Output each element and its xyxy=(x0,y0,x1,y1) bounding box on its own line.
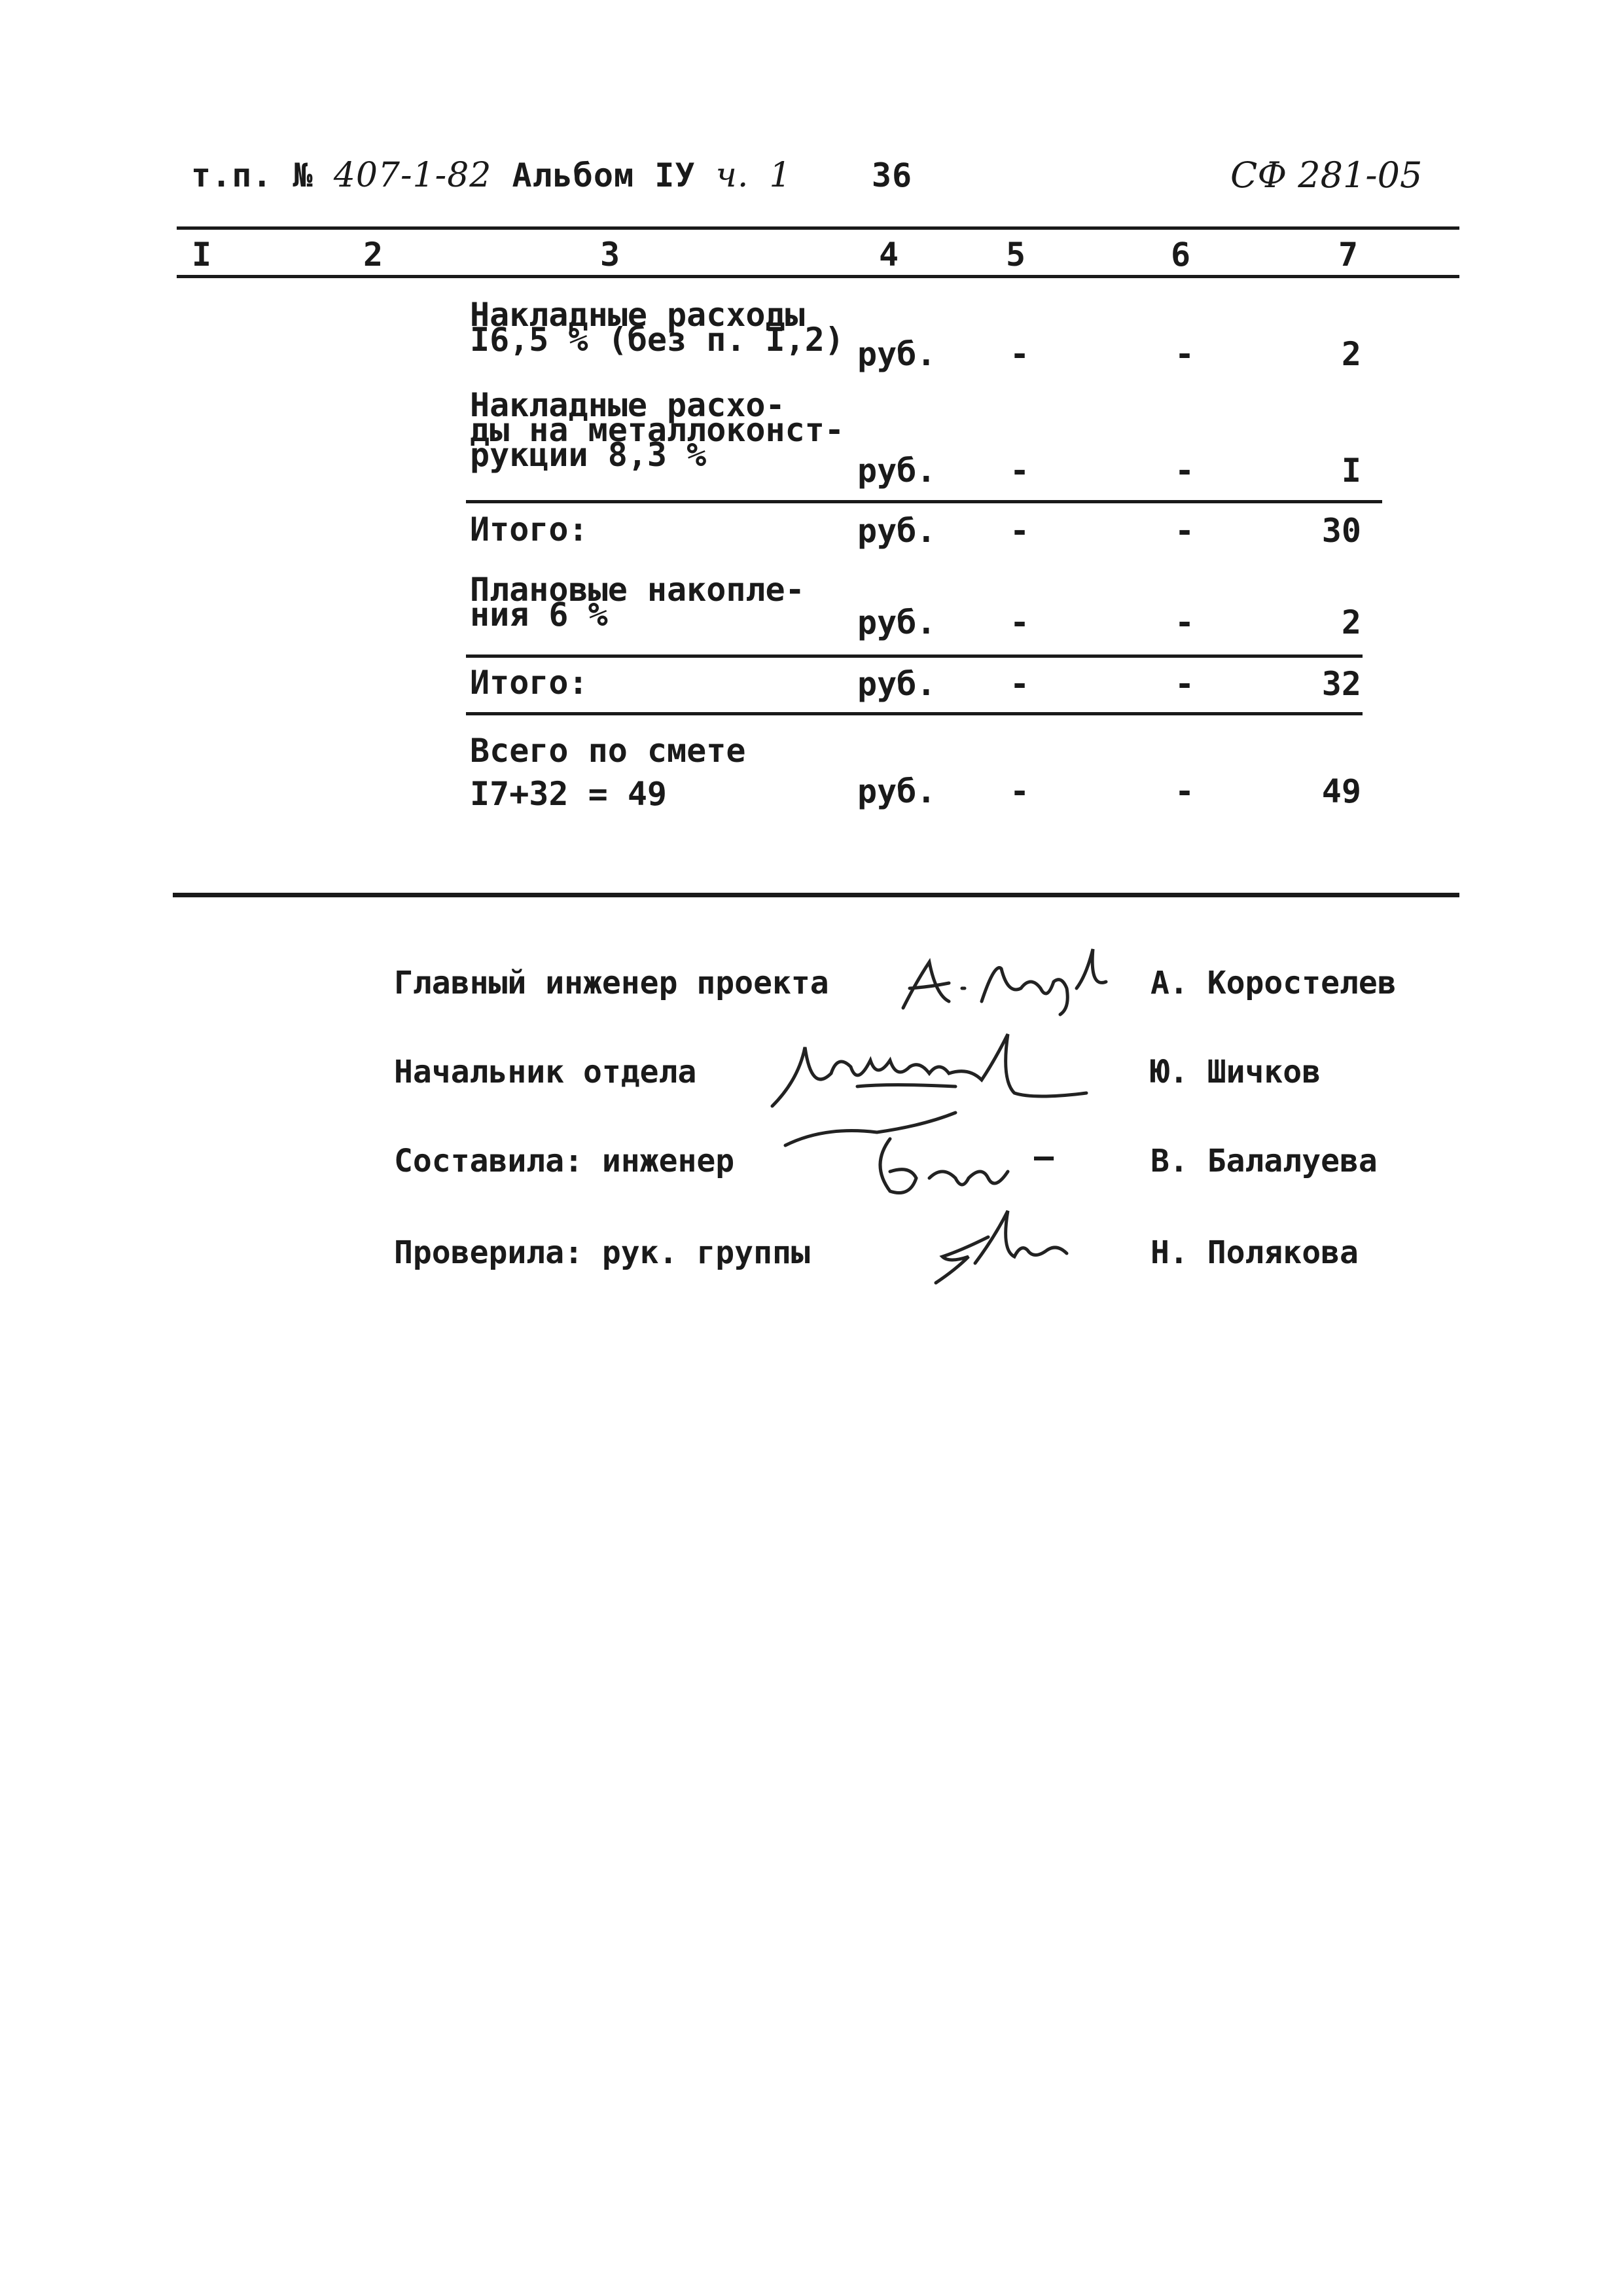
table-row-description: Итого: xyxy=(470,664,588,702)
table-row-unit: руб. xyxy=(857,665,936,703)
part-prefix: ч. xyxy=(715,156,749,195)
album-label: Альбом IУ xyxy=(512,156,696,194)
tp-prefix: т.п. № xyxy=(191,156,313,194)
table-row-col6: - xyxy=(1174,335,1195,373)
table-row-col7: 32 xyxy=(1321,665,1361,703)
table-row-description: Итого: xyxy=(470,511,588,548)
part-number: 1 xyxy=(769,156,792,195)
column-number-7: 7 xyxy=(1338,236,1359,274)
table-row-col7: 2 xyxy=(1341,603,1361,641)
tp-number: 407-1-82 xyxy=(333,156,492,195)
table-row-unit: руб. xyxy=(857,452,936,490)
table-row-unit: руб. xyxy=(857,512,936,550)
table-row-unit: руб. xyxy=(857,335,936,373)
table-row-description: Накладные расхо- ды на металлоконст- рукции 8,3 % xyxy=(470,386,844,474)
table-row-unit: руб. xyxy=(857,603,936,641)
table-row-col6: - xyxy=(1174,772,1195,810)
table-row-col5: - xyxy=(1009,512,1030,550)
handwritten-signature-chief-engineer xyxy=(890,936,1165,1021)
column-number-6: 6 xyxy=(1170,236,1191,274)
table-row-col5: - xyxy=(1009,452,1030,490)
signature-name: Ю. Шичков xyxy=(1150,1054,1321,1090)
subtotal-rule xyxy=(466,500,1382,503)
signature-role: Главный инженер проекта xyxy=(394,965,829,1001)
column-number-3: 3 xyxy=(599,236,620,274)
table-row-col5: - xyxy=(1009,335,1030,373)
table-row-description: Накладные расходы I6,5 % (без п. I,2) xyxy=(470,296,844,359)
signature-role: Проверила: рук. группы xyxy=(394,1234,810,1271)
document-code: СФ 281-05 xyxy=(1230,154,1423,196)
column-header-rule xyxy=(177,275,1459,278)
table-bottom-rule xyxy=(173,893,1459,897)
table-row-description: Всего по смете I7+32 = 49 xyxy=(470,732,746,813)
handwritten-signature-compiler xyxy=(759,1100,1034,1211)
table-row-col7: 30 xyxy=(1321,512,1361,550)
table-row-unit: руб. xyxy=(857,772,936,810)
column-number-1: I xyxy=(191,236,212,274)
page-number: 36 xyxy=(871,156,913,194)
table-top-rule xyxy=(177,226,1459,230)
table-row-col5: - xyxy=(1009,603,1030,641)
table-row-col5: - xyxy=(1009,772,1030,810)
table-row-col7: I xyxy=(1341,452,1361,490)
signature-role: Составила: инженер xyxy=(394,1143,735,1179)
table-row-col7: 49 xyxy=(1321,772,1361,810)
signature-role: Начальник отдела xyxy=(394,1054,697,1090)
signature-name: В. Балалуева xyxy=(1150,1143,1378,1179)
table-row-description: Плановые накопле- ния 6 % xyxy=(470,571,805,634)
signature-name: Н. Полякова xyxy=(1150,1234,1359,1271)
signature-name: А. Коростелев xyxy=(1150,965,1397,1001)
document-reference xyxy=(191,156,912,195)
table-row-col6: - xyxy=(1174,512,1195,550)
column-number-2: 2 xyxy=(363,236,383,274)
subtotal-rule xyxy=(466,712,1363,715)
table-row-col6: - xyxy=(1174,603,1195,641)
column-number-5: 5 xyxy=(1005,236,1026,274)
table-row-col5: - xyxy=(1009,665,1030,703)
table-row-col7: 2 xyxy=(1341,335,1361,373)
signature-dash: – xyxy=(1034,1138,1054,1175)
table-row-col6: - xyxy=(1174,665,1195,703)
column-number-4: 4 xyxy=(878,236,899,274)
table-row-col6: - xyxy=(1174,452,1195,490)
subtotal-rule xyxy=(466,655,1363,658)
handwritten-signature-group-lead xyxy=(923,1198,1080,1289)
